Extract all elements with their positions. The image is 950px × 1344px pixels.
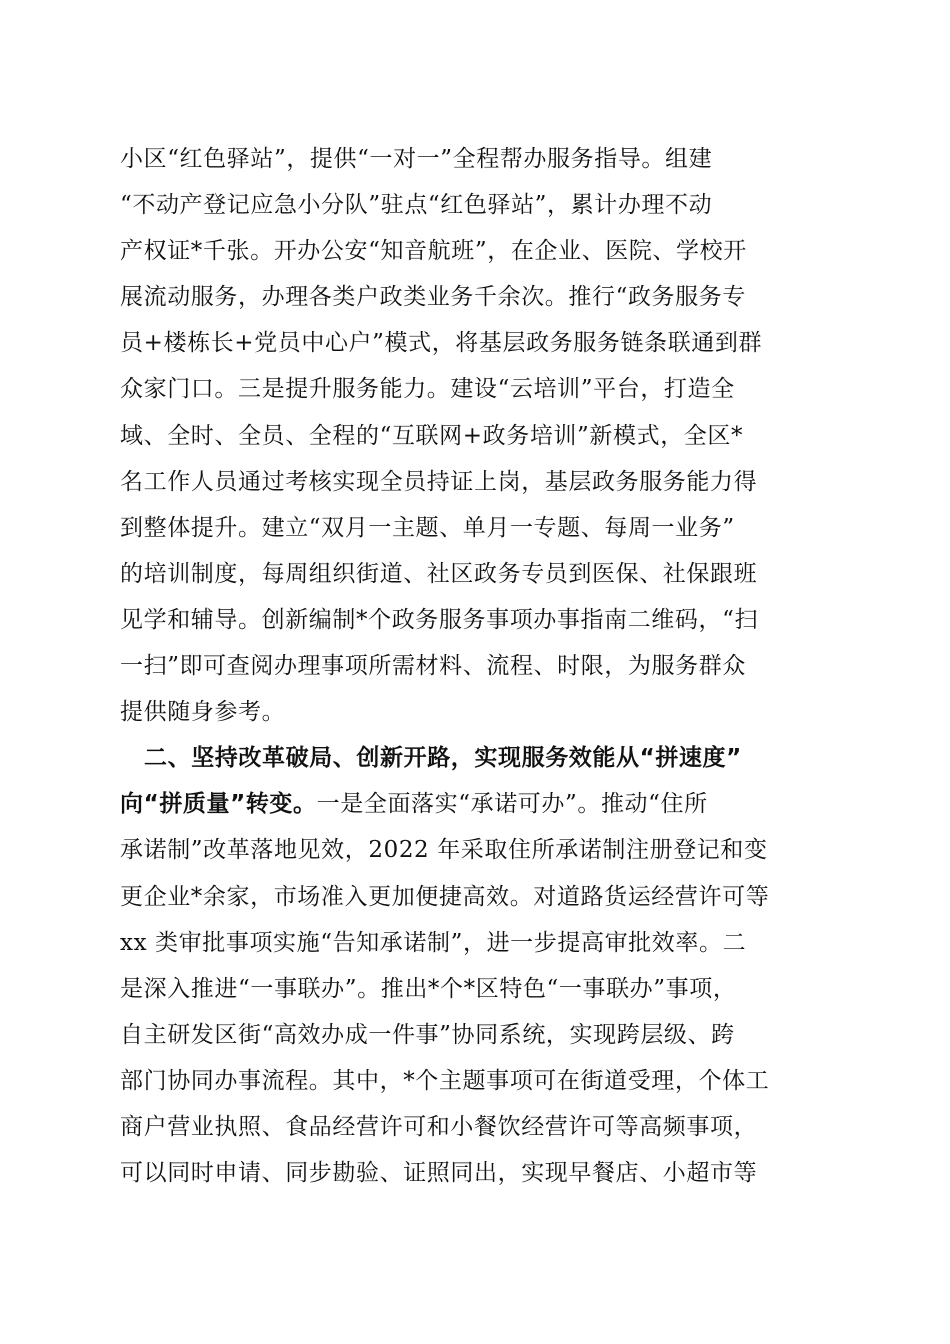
paragraph-2-line: 更企业*余家，市场准入更加便捷高效。对道路货运经营许可等	[120, 883, 770, 910]
paragraph-1-line: 到整体提升。建立“双月一主题、单月一专题、每周一业务”	[120, 514, 735, 541]
paragraph-1-line: 小区“红色驿站”，提供“一对一”全程帮办服务指导。组建	[120, 146, 713, 172]
section-heading-line-2	[120, 781, 830, 827]
section-heading-line-1: 二、坚持改革破局、创新开路，实现服务效能从“拼速度”	[144, 745, 742, 772]
paragraph-2-line: xx 类审批事项实施“告知承诺制”，进一步提高审批效率。二	[120, 929, 747, 956]
paragraph-1-line: “不动产登记应急小分队”驻点“红色驿站”，累计办理不动	[120, 192, 713, 219]
paragraph-2-line: 商户营业执照、食品经营许可和小餐饮经营许可等高频事项，	[120, 1113, 758, 1140]
paragraph-2-line-start: 一是全面落实“承诺可办”。推动“住所	[316, 791, 708, 818]
paragraph-1-line: 域、全时、全员、全程的“互联网+政务培训”新模式，全区*	[120, 422, 744, 449]
paragraph-2-line: 可以同时申请、同步勘验、证照同出，实现早餐店、小超市等	[120, 1160, 758, 1187]
paragraph-1-line: 展流动服务，办理各类户政类业务千余次。推行“政务服务专	[120, 284, 746, 311]
paragraph-2-line: 是深入推进“一事联办”。推出*个*区特色“一事联办”事项，	[120, 975, 737, 1002]
document-body	[120, 136, 830, 1196]
paragraph-1-line: 提供随身参考。	[120, 699, 286, 726]
paragraph-1-line: 名工作人员通过考核实现全员持证上岗，基层政务服务能力得	[120, 468, 758, 495]
paragraph-1-line: 员+楼栋长+党员中心户”模式，将基层政务服务链条联通到群	[120, 330, 763, 357]
paragraph-1-line: 的培训制度，每周组织街道、社区政务专员到医保、社保跟班	[120, 560, 758, 587]
paragraph-1-line: 产权证*千张。开办公安“知音航班”，在企业、医院、学校开	[120, 238, 747, 265]
paragraph-2-line: 承诺制”改革落地见效，2022 年采取住所承诺制注册登记和变	[120, 837, 768, 864]
paragraph-1-line: 一扫”即可查阅办理事项所需材料、流程、时限，为服务群众	[120, 653, 746, 680]
section-heading-end: 向“拼质量”转变。	[120, 791, 317, 818]
paragraph-2-line: 部门协同办事流程。其中，*个主题事项可在街道受理，个体工	[120, 1067, 770, 1094]
paragraph-2-line: 自主研发区街“高效办成一件事”协同系统，实现跨层级、跨	[120, 1021, 735, 1048]
paragraph-1-line: 众家门口。三是提升服务能力。建设“云培训”平台，打造全	[120, 376, 735, 403]
paragraph-1-line: 见学和辅导。创新编制*个政务服务事项办事指南二维码，“扫	[120, 606, 759, 633]
